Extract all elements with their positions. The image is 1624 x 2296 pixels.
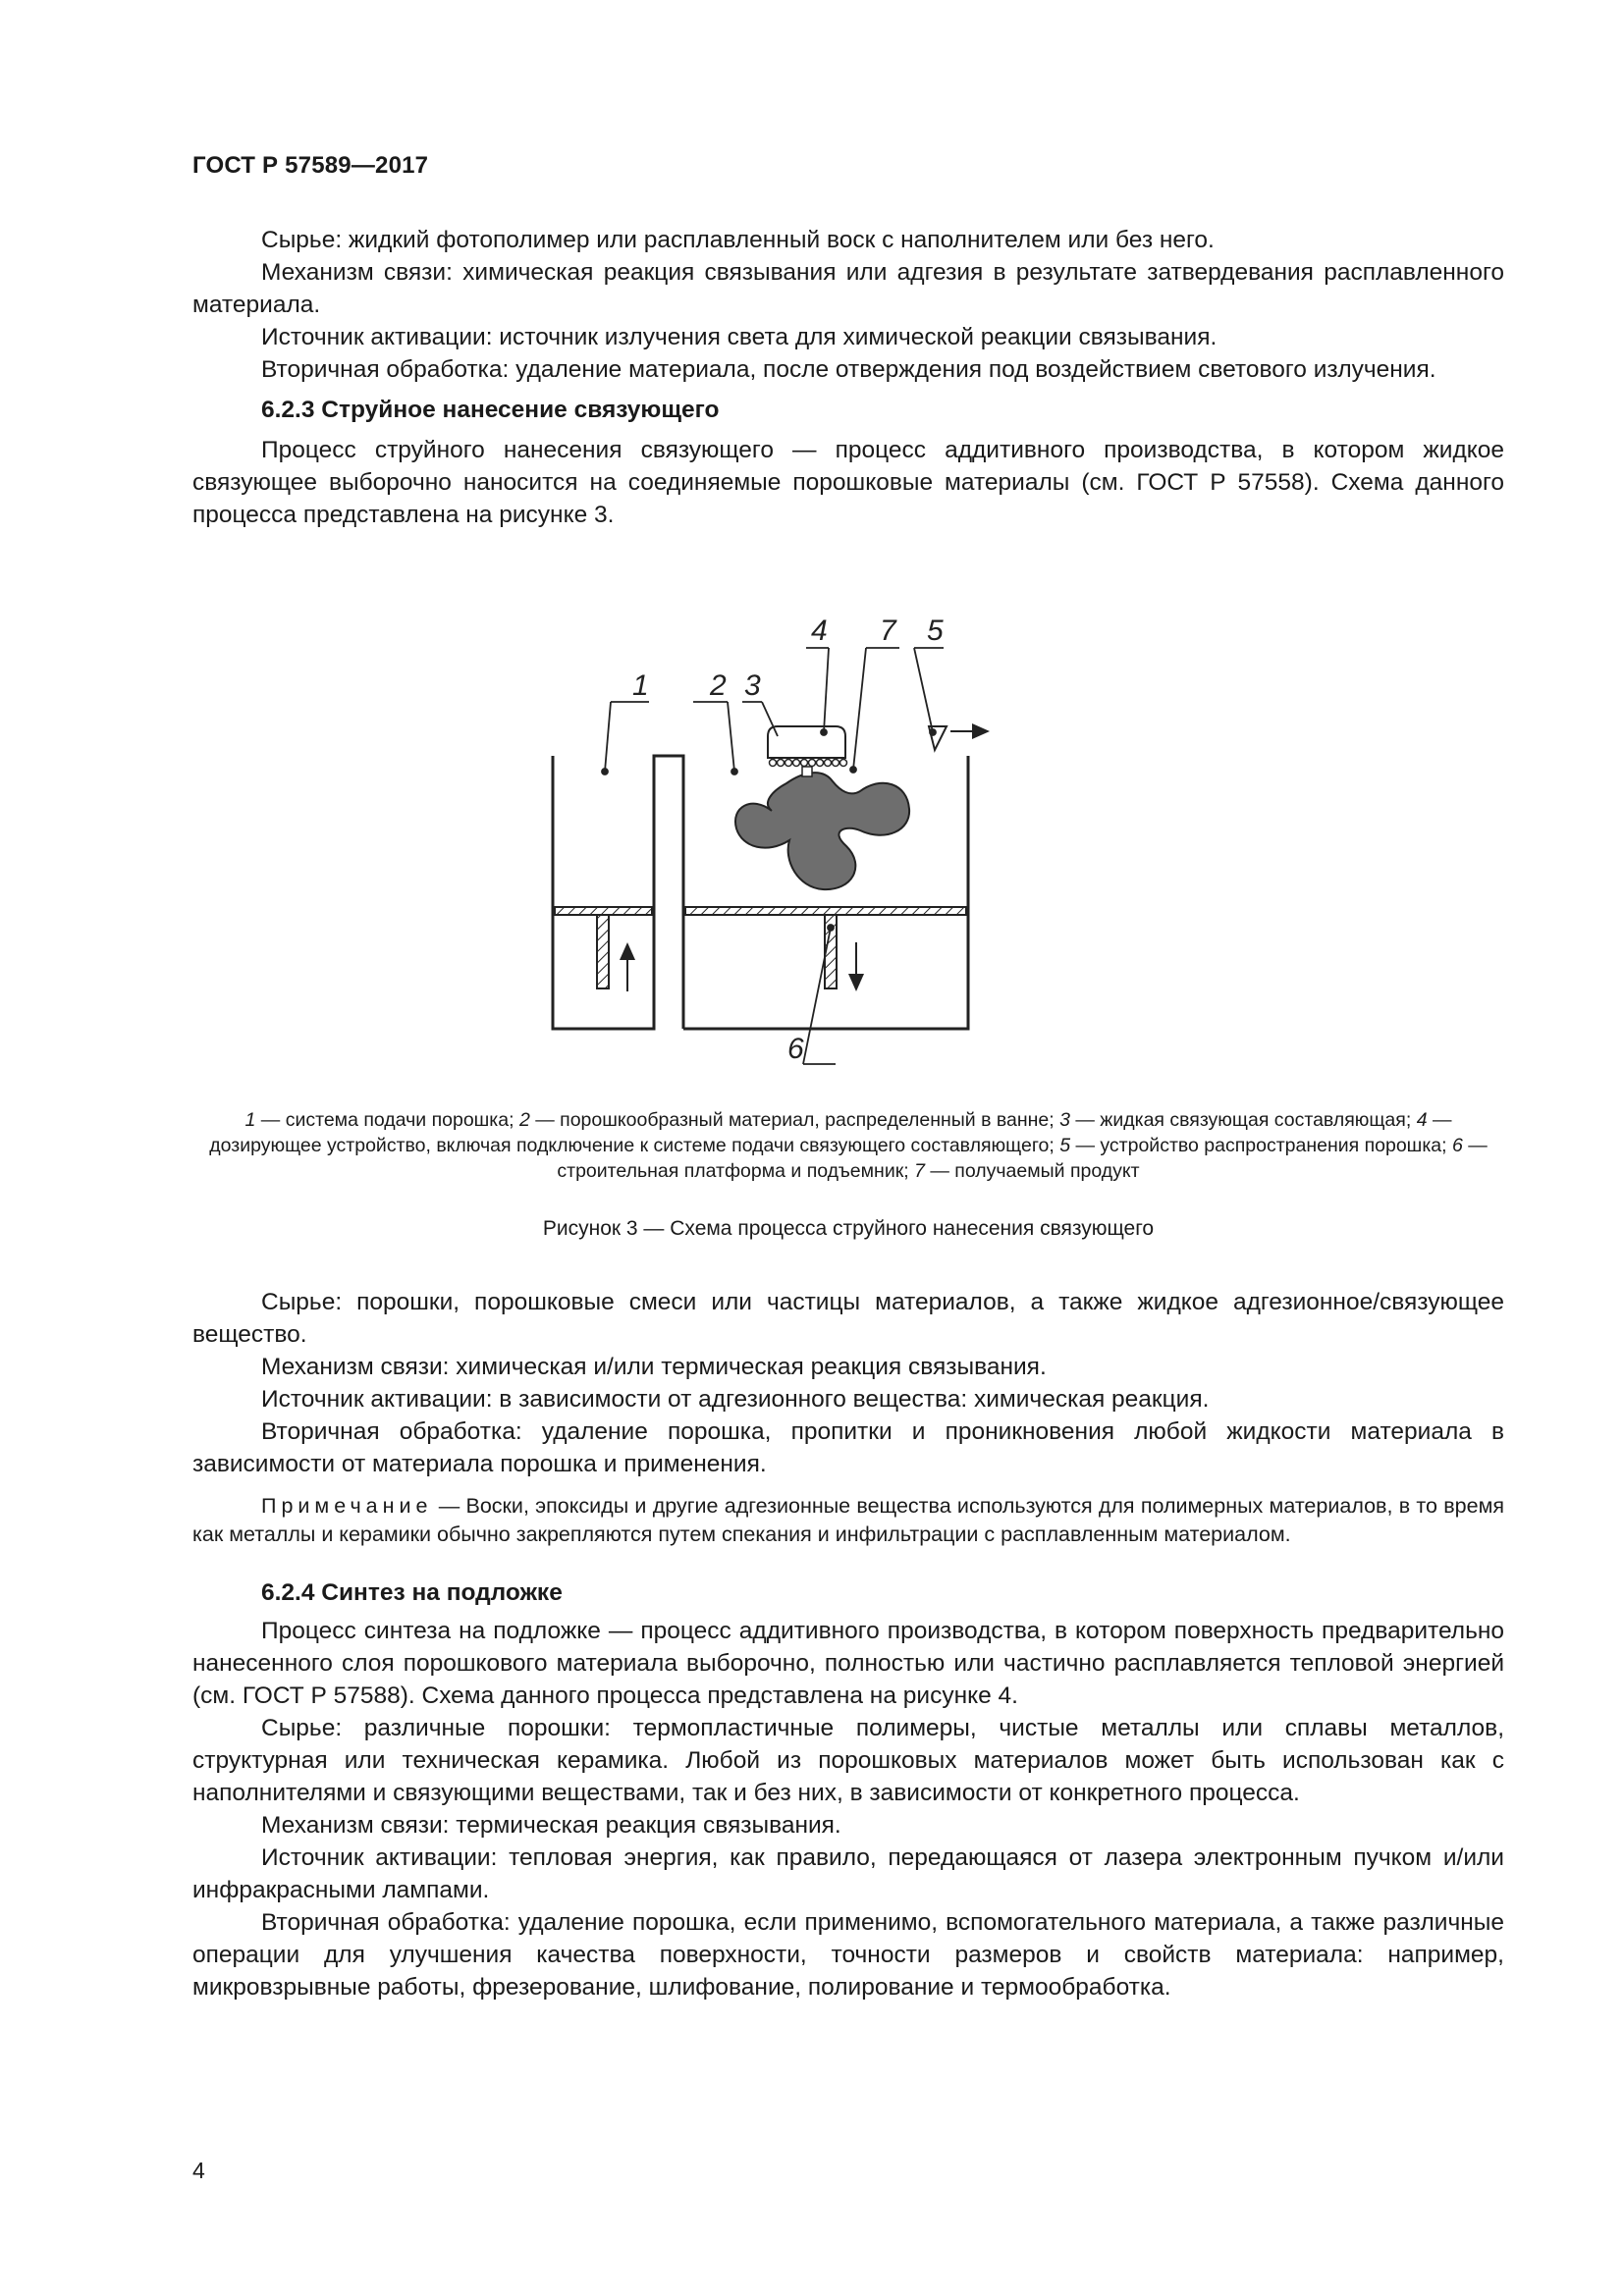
build-platform xyxy=(685,907,966,915)
page-number: 4 xyxy=(192,2158,205,2183)
note xyxy=(192,1492,1504,1549)
legend-text: — получаемый продукт xyxy=(924,1160,1140,1182)
figure-3-legend xyxy=(192,1107,1504,1184)
paragraph: Процесс струйного нанесения связующего — процесс аддитивного производства, в котором жидкое связующее выборочно наносится на соединяемые порошковые материалы (см. ГОСТ Р 57558). Схема данного процесса представлена на рисунке 3. xyxy=(192,437,1504,528)
label-3: 3 xyxy=(744,669,761,702)
note-text: — Воски, эпоксиды и другие адгезионные вещества используются для полимерных материалов, в то время как металлы и керамики обычно закрепляются путем спекания и инфильтрации с расплавленным материалом. xyxy=(192,1494,1504,1546)
paragraph: Источник активации: источник излучения света для химической реакции связывания. xyxy=(261,324,1218,350)
label-2: 2 xyxy=(710,669,727,702)
paragraph: Источник активации: тепловая энергия, как правило, передающаяся от лазера электронным пучком и/или инфракрасными лампами. xyxy=(192,1844,1504,1903)
paragraph: Процесс синтеза на подложке — процесс аддитивного производства, в котором поверхность предварительно нанесенного слоя порошкового материала выборочно, полностью или частично расплавляется тепловой энергией (см. ГОСТ Р 57588). Схема данного процесса представлена на рисунке 4. xyxy=(192,1618,1504,1709)
legend-text: — строительная платформа и подъемник; xyxy=(557,1135,1488,1182)
section-heading-624: 6.2.4 Синтез на подложке xyxy=(261,1579,563,1606)
legend-num: 5 xyxy=(1059,1135,1071,1156)
paragraph: Сырье: жидкий фотополимер или расплавленный воск с наполнителем или без него. xyxy=(261,227,1215,253)
paragraph: Механизм связи: химическая и/или термическая реакция связывания. xyxy=(261,1354,1047,1380)
paragraph: Источник активации: в зависимости от адгезионного вещества: химическая реакция. xyxy=(261,1386,1210,1413)
figure-3-caption: Рисунок 3 — Схема процесса струйного нанесения связующего xyxy=(542,1217,1155,1240)
paragraph: Вторичная обработка: удаление порошка, пропитки и проникновения любой жидкости материала в зависимости от материала порошка и применения. xyxy=(192,1418,1504,1477)
feed-piston xyxy=(597,915,609,988)
document-header: ГОСТ Р 57589—2017 xyxy=(192,152,429,179)
label-4: 4 xyxy=(811,614,828,647)
legend-text: — дозирующее устройство, включая подключение к системе подачи связующего составляющего; xyxy=(209,1109,1452,1156)
legend-num: 2 xyxy=(518,1109,530,1131)
binder-droplets xyxy=(770,760,847,767)
legend-num: 6 xyxy=(1451,1135,1463,1156)
product-shape xyxy=(735,773,909,889)
legend-text: — система подачи порошка; xyxy=(255,1109,519,1131)
central-wall xyxy=(654,756,683,1029)
top-text-block xyxy=(192,224,1504,531)
paragraph: Сырье: различные порошки: термопластичные полимеры, чистые металлы или сплавы металлов, структурная или техническая керамика. Любой из порошковых материалов может быть использован как с наполнителями и связующими веществами, так и без них, в зависимости от конкретного процесса. xyxy=(192,1715,1504,1806)
figure-3-diagram xyxy=(526,589,1371,1080)
label-7: 7 xyxy=(880,614,896,647)
feed-platform xyxy=(555,907,652,915)
legend-num: 3 xyxy=(1059,1109,1070,1131)
legend-num: 7 xyxy=(914,1160,925,1182)
note-label: Примечание xyxy=(261,1494,433,1518)
paragraph: Вторичная обработка: удаление порошка, если применимо, вспомогательного материала, а также различные операции для улучшения качества поверхности, точности размеров и свойств материала: например, микровзрывные работы, фрезерование, шлифование, полирование и термообработка. xyxy=(192,1909,1504,2001)
paragraph: Сырье: порошки, порошковые смеси или частицы материалов, а также жидкое адгезионное/связующее вещество. xyxy=(192,1289,1504,1348)
label-5: 5 xyxy=(927,614,944,647)
label-6: 6 xyxy=(787,1033,804,1065)
section-heading-623: 6.2.3 Струйное нанесение связующего xyxy=(261,397,720,423)
legend-text: — жидкая связующая составляющая; xyxy=(1069,1109,1417,1131)
paragraph: Механизм связи: термическая реакция связывания. xyxy=(261,1812,841,1839)
paragraph: Вторичная обработка: удаление материала, после отверждения под воздействием светового излучения. xyxy=(261,356,1436,383)
legend-num: 4 xyxy=(1416,1109,1428,1131)
legend-text: — устройство распространения порошка; xyxy=(1070,1135,1452,1156)
legend-text: — порошкообразный материал, распределенный в ванне; xyxy=(529,1109,1060,1131)
legend-num: 1 xyxy=(244,1109,256,1131)
dosing-device xyxy=(768,726,845,758)
bottom-text-block xyxy=(192,1286,1504,2003)
label-1: 1 xyxy=(632,669,649,702)
paragraph: Механизм связи: химическая реакция связывания или адгезия в результате затвердевания расплавленного материала. xyxy=(192,259,1504,318)
